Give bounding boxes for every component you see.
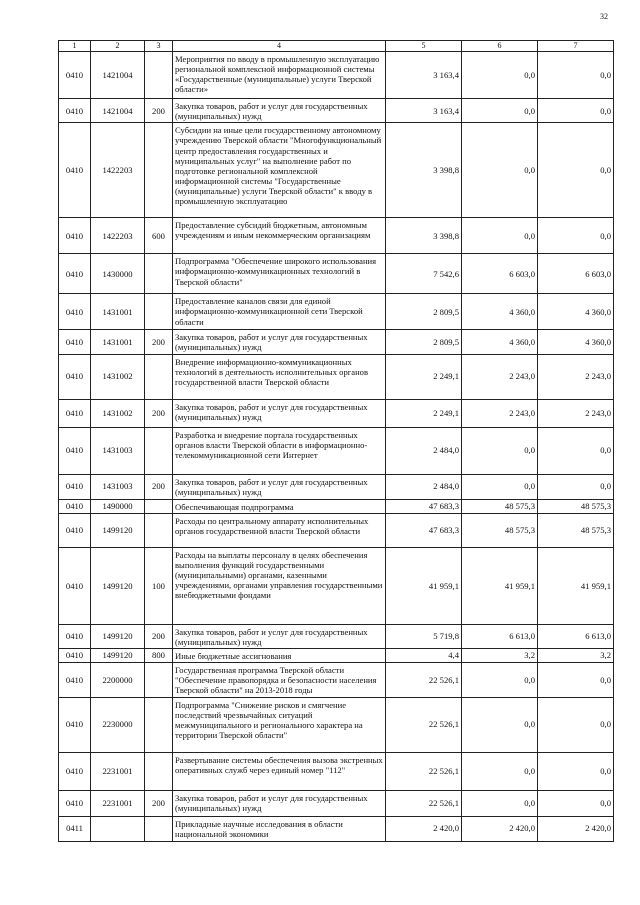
cell-code: 1431003 [91,427,145,474]
cell-type: 200 [145,330,173,354]
cell-v7: 0,0 [538,474,614,499]
table-row [59,254,614,294]
cell-v7: 0,0 [538,697,614,752]
cell-v5: 22 526,1 [386,752,462,790]
cell-v7: 6 613,0 [538,624,614,648]
table-row [59,513,614,547]
header-cell: 7 [538,41,614,52]
cell-code: 2231001 [91,790,145,816]
cell-v5: 7 542,6 [386,254,462,294]
cell-desc: Подпрограмма "Снижение рисков и смягчение последствий чрезвычайных ситуаций межмуниципального и регионального характера на территории Тверской области" [173,697,386,752]
cell-section: 0410 [59,547,91,624]
cell-code: 1422203 [91,218,145,254]
cell-section: 0410 [59,52,91,99]
table-row [59,697,614,752]
cell-desc: Обеспечивающая подпрограмма [173,499,386,513]
cell-code: 1421004 [91,52,145,99]
cell-v6: 0,0 [462,427,538,474]
cell-v5: 3 398,8 [386,123,462,218]
cell-v7: 41 959,1 [538,547,614,624]
cell-section: 0410 [59,99,91,123]
cell-v6: 0,0 [462,123,538,218]
cell-section: 0411 [59,816,91,841]
cell-v6: 48 575,3 [462,513,538,547]
cell-code: 1421004 [91,99,145,123]
cell-type [145,427,173,474]
cell-v5: 2 809,5 [386,330,462,354]
cell-code: 2200000 [91,663,145,697]
cell-v5: 47 683,3 [386,513,462,547]
page-number: 32 [600,12,608,21]
cell-v6: 4 360,0 [462,294,538,330]
cell-code: 1431001 [91,330,145,354]
cell-section: 0410 [59,254,91,294]
cell-type [145,294,173,330]
budget-table [58,40,614,842]
cell-v7: 3,2 [538,648,614,662]
table-row [59,790,614,816]
cell-v6: 0,0 [462,790,538,816]
cell-desc: Подпрограмма "Обеспечение широкого использования информационно-коммуникационных технологий в Тверской области" [173,254,386,294]
cell-desc: Субсидии на иные цели государственному автономному учреждению Тверской области "Многофункциональный центр предоставления государственных и муниципальных услуг" на выполнение работ по подготовке региональной комплексной информационной системы "Государственные (муниципальные) услуги Тверской области" к вводу в промышленную эксплуатацию [173,123,386,218]
cell-v7: 0,0 [538,52,614,99]
cell-code: 1422203 [91,123,145,218]
cell-v7: 2 243,0 [538,354,614,399]
cell-section: 0410 [59,513,91,547]
cell-section: 0410 [59,399,91,427]
cell-v6: 0,0 [462,218,538,254]
cell-v5: 2 420,0 [386,816,462,841]
cell-code: 1499120 [91,513,145,547]
cell-v5: 22 526,1 [386,663,462,697]
cell-type [145,254,173,294]
cell-desc: Расходы по центральному аппарату исполнительных органов государственной власти Тверской области [173,513,386,547]
cell-type [145,697,173,752]
cell-v7: 6 603,0 [538,254,614,294]
table-row [59,752,614,790]
cell-type [145,52,173,99]
cell-type: 200 [145,790,173,816]
cell-type [145,663,173,697]
header-cell: 1 [59,41,91,52]
cell-type [145,752,173,790]
cell-code: 1499120 [91,624,145,648]
cell-type [145,354,173,399]
cell-desc: Закупка товаров, работ и услуг для государственных (муниципальных) нужд [173,330,386,354]
cell-v5: 2 484,0 [386,427,462,474]
table-header-row [59,41,614,52]
cell-v6: 0,0 [462,697,538,752]
cell-section: 0410 [59,624,91,648]
cell-desc: Иные бюджетные ассигнования [173,648,386,662]
cell-v7: 4 360,0 [538,294,614,330]
cell-code: 1490000 [91,499,145,513]
cell-v6: 0,0 [462,52,538,99]
table-row [59,399,614,427]
cell-v6: 0,0 [462,663,538,697]
cell-section: 0410 [59,648,91,662]
cell-v7: 0,0 [538,427,614,474]
cell-type [145,123,173,218]
cell-v6: 3,2 [462,648,538,662]
cell-desc: Внедрение информационно-коммуникационных технологий в деятельность исполнительных органов государственной власти Тверской области [173,354,386,399]
cell-v7: 4 360,0 [538,330,614,354]
cell-v7: 0,0 [538,99,614,123]
cell-v7: 0,0 [538,663,614,697]
cell-section: 0410 [59,790,91,816]
cell-section: 0410 [59,330,91,354]
cell-v5: 22 526,1 [386,697,462,752]
table-row [59,499,614,513]
cell-v5: 22 526,1 [386,790,462,816]
cell-desc: Прикладные научные исследования в области национальной экономики [173,816,386,841]
cell-section: 0410 [59,474,91,499]
cell-v6: 6 613,0 [462,624,538,648]
cell-v6: 2 420,0 [462,816,538,841]
cell-v6: 2 243,0 [462,399,538,427]
cell-code: 1431003 [91,474,145,499]
table-row [59,99,614,123]
cell-v6: 48 575,3 [462,499,538,513]
cell-v7: 0,0 [538,218,614,254]
cell-v5: 3 163,4 [386,99,462,123]
table-row [59,474,614,499]
table-row [59,663,614,697]
cell-type: 200 [145,624,173,648]
cell-v6: 0,0 [462,752,538,790]
cell-type: 100 [145,547,173,624]
table-row [59,354,614,399]
cell-v7: 2 420,0 [538,816,614,841]
table-row [59,123,614,218]
table-row [59,218,614,254]
cell-type: 200 [145,474,173,499]
cell-v5: 2 249,1 [386,399,462,427]
cell-v5: 5 719,8 [386,624,462,648]
cell-v7: 48 575,3 [538,499,614,513]
header-cell: 6 [462,41,538,52]
cell-type: 200 [145,399,173,427]
table-row [59,624,614,648]
header-cell: 3 [145,41,173,52]
cell-v7: 2 243,0 [538,399,614,427]
cell-v7: 48 575,3 [538,513,614,547]
header-cell: 2 [91,41,145,52]
cell-v6: 41 959,1 [462,547,538,624]
cell-v7: 0,0 [538,752,614,790]
cell-v6: 6 603,0 [462,254,538,294]
cell-v5: 47 683,3 [386,499,462,513]
cell-code: 1431002 [91,399,145,427]
header-cell: 4 [173,41,386,52]
cell-section: 0410 [59,663,91,697]
header-cell: 5 [386,41,462,52]
cell-desc: Расходы на выплаты персоналу в целях обеспечения выполнения функций государственными (муниципальными) органами, казенными учреждениями, органами управления государственными внебюджетными фондами [173,547,386,624]
cell-section: 0410 [59,218,91,254]
cell-desc: Государственная программа Тверской области "Обеспечение правопорядка и безопасности населения Тверской области" на 2013-2018 годы [173,663,386,697]
cell-code: 1499120 [91,648,145,662]
cell-v5: 2 484,0 [386,474,462,499]
cell-v5: 4,4 [386,648,462,662]
cell-desc: Закупка товаров, работ и услуг для государственных (муниципальных) нужд [173,399,386,427]
cell-type [145,513,173,547]
cell-desc: Предоставление каналов связи для единой информационно-коммуникационной сети Тверской области [173,294,386,330]
cell-code: 2230000 [91,697,145,752]
cell-v5: 2 249,1 [386,354,462,399]
cell-type: 600 [145,218,173,254]
cell-v6: 0,0 [462,99,538,123]
cell-type: 800 [145,648,173,662]
cell-section: 0410 [59,354,91,399]
cell-type [145,499,173,513]
cell-code: 1499120 [91,547,145,624]
cell-section: 0410 [59,697,91,752]
cell-desc: Разработка и внедрение портала государственных органов власти Тверской области в информационно-телекоммуникационной сети Интернет [173,427,386,474]
cell-v5: 3 163,4 [386,52,462,99]
table-row [59,648,614,662]
table-row [59,547,614,624]
cell-v5: 41 959,1 [386,547,462,624]
cell-v6: 0,0 [462,474,538,499]
cell-code [91,816,145,841]
cell-section: 0410 [59,499,91,513]
cell-desc: Мероприятия по вводу в промышленную эксплуатацию региональной комплексной информационной системы «Государственные (муниципальные) услуги Тверской области» [173,52,386,99]
cell-type: 200 [145,99,173,123]
table-row [59,427,614,474]
cell-section: 0410 [59,752,91,790]
cell-desc: Развертывание системы обеспечения вызова экстренных оперативных служб через единый номер "112" [173,752,386,790]
cell-v7: 0,0 [538,123,614,218]
cell-v6: 2 243,0 [462,354,538,399]
cell-v5: 2 809,5 [386,294,462,330]
cell-desc: Закупка товаров, работ и услуг для государственных (муниципальных) нужд [173,624,386,648]
cell-code: 1431001 [91,294,145,330]
cell-section: 0410 [59,294,91,330]
table-row [59,294,614,330]
cell-code: 1431002 [91,354,145,399]
table-row [59,330,614,354]
cell-code: 2231001 [91,752,145,790]
cell-section: 0410 [59,427,91,474]
table-row [59,52,614,99]
cell-section: 0410 [59,123,91,218]
cell-desc: Предоставление субсидий бюджетным, автономным учреждениям и иным некоммерческим организациям [173,218,386,254]
cell-type [145,816,173,841]
table-row [59,816,614,841]
cell-code: 1430000 [91,254,145,294]
cell-v7: 0,0 [538,790,614,816]
cell-desc: Закупка товаров, работ и услуг для государственных (муниципальных) нужд [173,790,386,816]
cell-v5: 3 398,8 [386,218,462,254]
cell-desc: Закупка товаров, работ и услуг для государственных (муниципальных) нужд [173,99,386,123]
cell-desc: Закупка товаров, работ и услуг для государственных (муниципальных) нужд [173,474,386,499]
cell-v6: 4 360,0 [462,330,538,354]
